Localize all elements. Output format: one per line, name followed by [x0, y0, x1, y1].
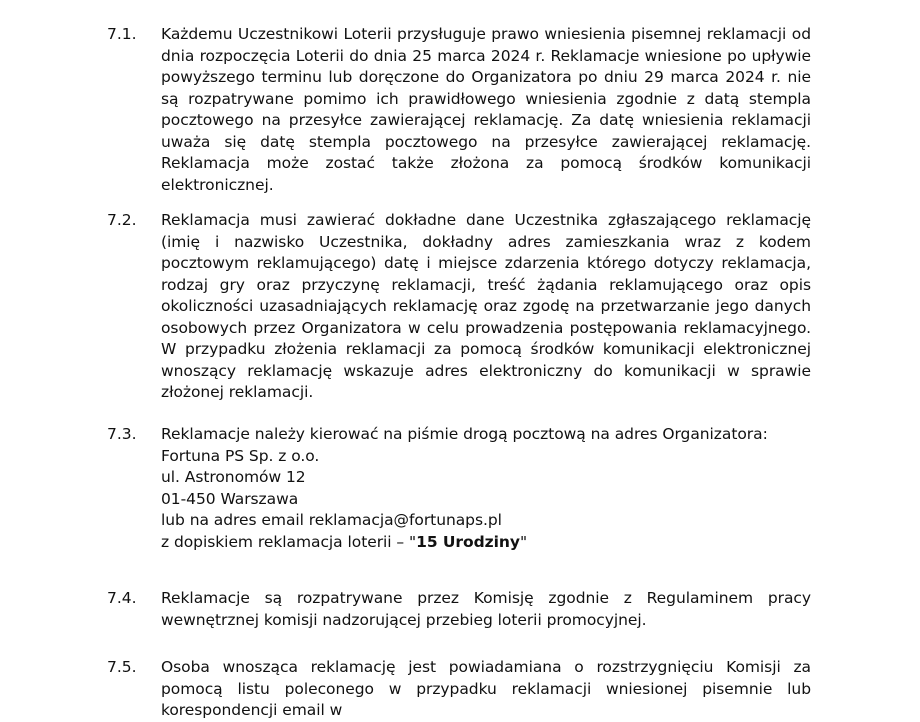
lottery-name: 15 Urodziny — [416, 532, 520, 551]
section-number: 7.5. — [107, 658, 137, 676]
postal-city: 01-450 Warszawa — [161, 489, 299, 508]
section-text: Każdemu Uczestnikowi Loterii przysługuje prawo wniesienia pisemnej reklamacji od dnia rozpoczęcia Loterii do dnia 25 marca 2024 r. Reklamacje wniesione po upływie powyższego terminu lub doręczone do Organizatora po dniu 29 marca 2024 r. nie są rozpatrywane pomimo ich prawidłowego wniesienia zgodnie z datą stempla pocztowego na przesyłce zawierającej reklamację. Za datę wniesienia reklamacji uważa się datę stempla pocztowego na przesyłce zawierającej reklamację. Reklamacja może zostać także złożona za pomocą środków komunikacji elektronicznej. — [161, 25, 811, 194]
email-line: lub na adres email reklamacja@fortunaps.pl — [161, 511, 502, 529]
address-intro: Reklamacje należy kierować na piśmie drogą pocztową na adres Organizatora: — [161, 425, 768, 443]
section-text: Reklamacje są rozpatrywane przez Komisję zgodnie z Regulaminem pracy wewnętrznej komisji nadzorującej przebieg loterii promocyjnej. — [161, 589, 811, 629]
section-number: 7.2. — [107, 211, 137, 229]
annotation-line — [161, 532, 811, 554]
annotation-suffix: " — [519, 532, 528, 551]
company-name: Fortuna PS Sp. z o.o. — [161, 446, 320, 465]
section-number: 7.1. — [107, 25, 137, 43]
section-number: 7.4. — [107, 589, 137, 607]
annotation-prefix: z dopiskiem reklamacja loterii – " — [161, 532, 417, 551]
section-text: Osoba wnosząca reklamację jest powiadamiana o rozstrzygnięciu Komisji za pomocą listu poleconego w przypadku reklamacji wniesionej pisemnie lub korespondencji email w — [161, 658, 811, 719]
address-block — [161, 424, 811, 553]
street-address: ul. Astronomów 12 — [161, 468, 306, 486]
section-number: 7.3. — [107, 425, 137, 443]
section-text: Reklamacja musi zawierać dokładne dane Uczestnika zgłaszającego reklamację (imię i nazwisko Uczestnika, dokładny adres zamieszkania wraz z kodem pocztowym reklamującego) datę i miejsce zdarzenia którego dotyczy reklamacja, rodzaj gry oraz przyczynę reklamacji, treść żądania reklamującego oraz opis okoliczności uzasadniających reklamację oraz zgodę na przetwarzanie jego danych osobowych przez Organizatora w celu prowadzenia postępowania reklamacyjnego. W przypadku złożenia reklamacji za pomocą środków komunikacji elektronicznej wnoszący reklamację wskazuje adres elektroniczny do komunikacji w sprawie złożonej reklamacji. — [161, 211, 811, 401]
